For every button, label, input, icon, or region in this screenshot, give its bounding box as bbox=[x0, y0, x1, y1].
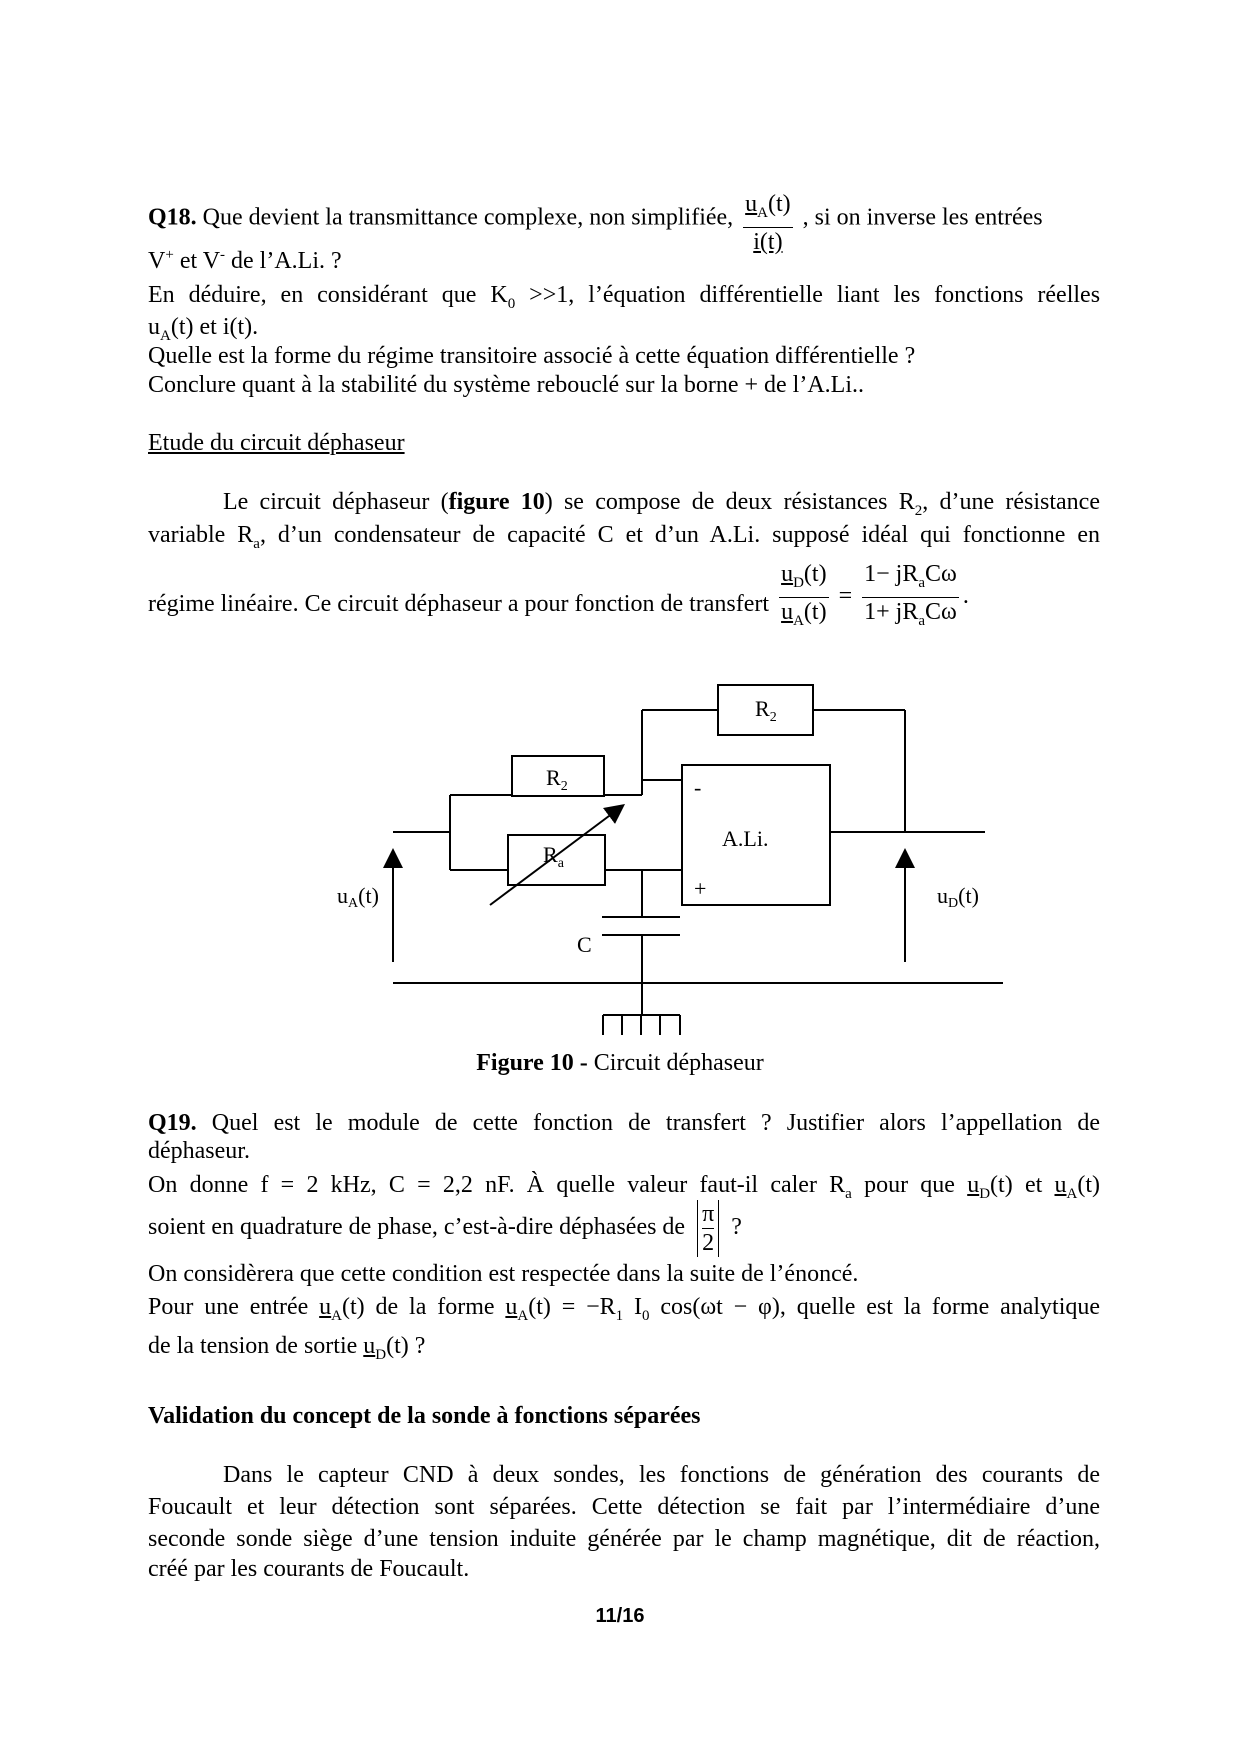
q19-line1: Q19. Quel est le module de cette fonction de transfert ? Justifier alors l’appellation de bbox=[148, 1110, 1100, 1136]
label-plus: + bbox=[694, 876, 707, 901]
q18-line6: Conclure quant à la stabilité du système rebouclé sur la borne + de l’A.Li.. bbox=[148, 372, 864, 398]
q18-fraction: $\frac{u_A(t)}{i(t)}$ bbox=[745, 191, 791, 255]
q18-line4: $u_A(t)$ et i(t). bbox=[148, 314, 259, 344]
section-title-dephaseur: Etude du circuit déphaseur bbox=[148, 430, 405, 456]
section2-p1: Dans le capteur CND à deux sondes, les fonctions de génération des courants de bbox=[223, 1462, 1100, 1488]
q18-line5: Quelle est la forme du régime transitoire associé à cette équation différentielle ? bbox=[148, 343, 916, 369]
label-minus: - bbox=[694, 775, 702, 800]
label-ua: uA(t) bbox=[337, 883, 379, 911]
section1-p3: régime linéaire. Ce circuit déphaseur a pour fonction de transfert $\frac{u_D(t)}{u_A(t)}$ = $\frac{1- jR_aC\omega}{1+ jR_aC\omega}$ . bbox=[148, 560, 969, 635]
label-ud: uD(t) bbox=[937, 883, 979, 911]
q19-line2: déphaseur. bbox=[148, 1138, 250, 1164]
label-ra: $R_a$ bbox=[543, 842, 564, 871]
tf-left-fraction: $\frac{u_D(t)}{u_A(t)}$ bbox=[781, 561, 827, 629]
section2-p4: créé par les courants de Foucault. bbox=[148, 1556, 470, 1582]
q18-text-a: Que devient la transmittance complexe, non simplifiée, bbox=[202, 204, 734, 231]
label-ali: A.Li. bbox=[722, 826, 769, 851]
q19-line6: Pour une entrée $u_A(t)$ de la forme $u_A(t) = -R_1$ $I_0$ cos(ωt − φ), quelle est la forme analytique bbox=[148, 1294, 1101, 1324]
label-capacitor: C bbox=[577, 932, 592, 957]
section2-p3: seconde sonde siège d’une tension induite générée par le champ magnétique, dit de réaction, bbox=[148, 1526, 1100, 1552]
q19-line3: On donne f = 2 kHz, C = 2,2 nF. À quelle valeur faut-il caler $R_a$ pour que $u_D(t)$ et $u_A(t)$ bbox=[148, 1172, 1100, 1202]
q19-line4: soient en quadrature de phase, c’est-à-dire déphasées de $\frac{\pi}{2}$ ? bbox=[148, 1201, 742, 1256]
q18-line3: En déduire, en considérant que $K_0 >>1$, l’équation différentielle liant les fonctions réelles bbox=[148, 282, 1101, 312]
section2-p2: Foucault et leur détection sont séparées. Cette détection se fait par l’intermédiaire d’une bbox=[148, 1494, 1100, 1520]
q18-text-b: , si on inverse les entrées bbox=[802, 204, 1043, 231]
abs-pi-over-2: $\frac{\pi}{2}$ bbox=[697, 1200, 719, 1257]
q19-line7: de la tension de sortie $u_D(t)$ ? bbox=[148, 1333, 426, 1363]
page-number: 11/16 bbox=[595, 1605, 645, 1627]
q18-label: Q18. bbox=[148, 204, 197, 231]
section-title-validation: Validation du concept de la sonde à fonctions séparées bbox=[148, 1403, 701, 1429]
tf-right-fraction: $\frac{1- jR_aC\omega}{1+ jR_aC\omega}$ bbox=[864, 561, 957, 629]
section1-p1: Le circuit déphaseur (figure 10) se compose de deux résistances $R_2$, d’une résistance bbox=[223, 489, 1100, 519]
q19-line5: On considèrera que cette condition est respectée dans la suite de l’énoncé. bbox=[148, 1261, 859, 1287]
q18-line2: V+ et V- de l’A.Li. ? bbox=[148, 247, 342, 274]
section1-p2: variable $R_a$, d’un condensateur de capacité C et d’un A.Li. supposé idéal qui fonctionne en bbox=[148, 522, 1100, 552]
label-r2-top: $R_2$ bbox=[755, 696, 777, 725]
label-r2-left: $R_2$ bbox=[546, 765, 568, 794]
figure-caption: Figure 10 - Circuit déphaseur bbox=[476, 1050, 764, 1076]
